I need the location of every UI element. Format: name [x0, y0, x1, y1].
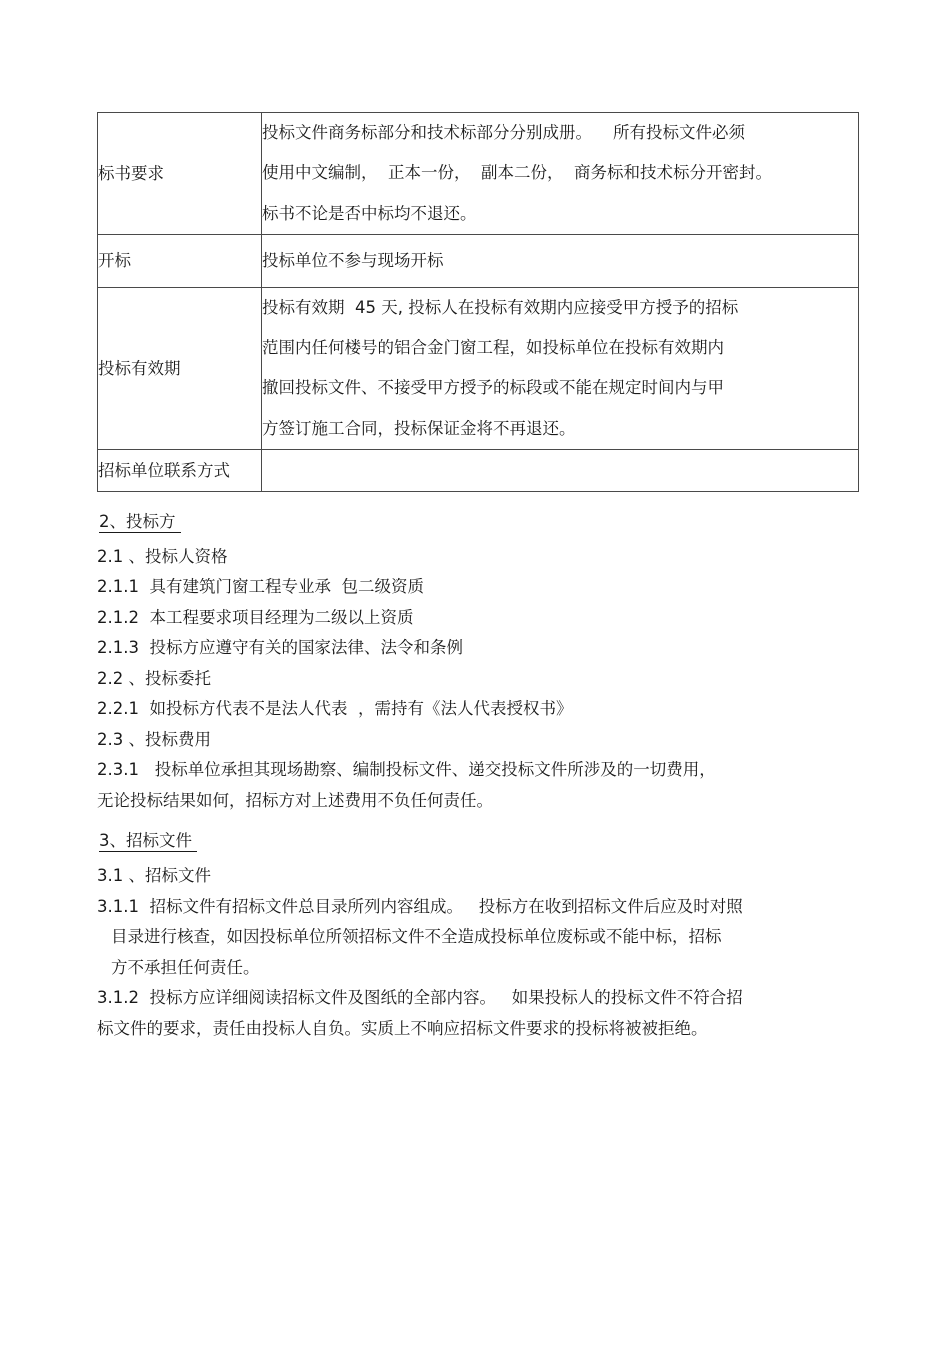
clause-3-1-1-line-3: 方不承担任何责任。 — [111, 957, 260, 977]
table-cell-line: 标书不论是否中标均不退还。 — [262, 203, 477, 223]
clause-2-3-1-line-1: 2.3.1 投标单位承担其现场勘察、编制投标文件、递交投标文件所涉及的一切费用， — [97, 760, 716, 780]
table-cell-label: 标书要求 — [98, 113, 262, 235]
section-3-heading — [97, 827, 859, 851]
section-3-heading-text: 3、招标文件 — [99, 831, 198, 851]
table-cell-value — [262, 287, 859, 450]
table-cell-value — [262, 235, 859, 287]
clause-2-1-2: 2.1.2 本工程要求项目经理为二级以上资质 — [97, 607, 414, 627]
clause-2-3: 2.3 、投标费用 — [97, 729, 211, 749]
table-row — [98, 235, 859, 287]
clause-3-1-2-line-1: 3.1.2 投标方应详细阅读招标文件及图纸的全部内容。 如果投标人的投标文件不符合招 — [97, 988, 743, 1008]
clause-2-2: 2.2 、投标委托 — [97, 668, 211, 688]
table-cell-label: 投标有效期 — [98, 287, 262, 450]
clause-2-1-1: 2.1.1 具有建筑门窗工程专业承 包二级资质 — [97, 577, 424, 597]
clause-3-1-1-line-1: 3.1.1 招标文件有招标文件总目录所列内容组成。 投标方在收到招标文件后应及时对照 — [97, 896, 743, 916]
clause-2-3-1-line-2: 无论投标结果如何，招标方对上述费用不负任何责任。 — [97, 790, 493, 810]
clause-2-2-1: 2.2.1 如投标方代表不是法人代表 ，需持有《法人代表授权书》 — [97, 699, 573, 719]
table-cell-line: 撤回投标文件、不接受甲方授予的标段或不能在规定时间内与甲 — [262, 378, 724, 398]
table-cell-line: 投标有效期 45 天, 投标人在投标有效期内应接受甲方授予的招标 — [262, 297, 739, 317]
section-2-heading — [97, 508, 859, 532]
clause-2-1: 2.1 、投标人资格 — [97, 546, 228, 566]
table-cell-line: 投标单位不参与现场开标 — [262, 251, 444, 271]
table-cell-label: 招标单位联系方式 — [98, 450, 262, 491]
table-row — [98, 450, 859, 491]
section-3 — [97, 827, 859, 1037]
bid-requirements-table — [97, 112, 859, 492]
section-2-heading-text: 2、投标方 — [99, 511, 181, 531]
document-body — [97, 112, 859, 1037]
clause-2-1-3: 2.1.3 投标方应遵守有关的国家法律、法令和条例 — [97, 638, 463, 658]
table-cell-value — [262, 113, 859, 235]
table-cell-line: 方签订施工合同，投标保证金将不再退还。 — [262, 418, 576, 438]
table-cell-line: 使用中文编制， 正本一份， 副本二份， 商务标和技术标分开密封。 — [262, 163, 772, 183]
table-cell-line: 投标文件商务标部分和技术标部分分别成册。 所有投标文件必须 — [262, 123, 745, 142]
clause-3-1: 3.1 、招标文件 — [97, 866, 211, 886]
clause-3-1-1-line-2: 目录进行核查，如因投标单位所领招标文件不全造成投标单位废标或不能中标，招标 — [111, 927, 722, 947]
table-cell-value-empty — [262, 450, 859, 491]
table-row — [98, 287, 859, 450]
table-cell-label: 开标 — [98, 235, 262, 287]
table-cell-line: 范围内任何楼号的铝合金门窗工程，如投标单位在投标有效期内 — [262, 338, 724, 358]
table-row — [98, 113, 859, 235]
clause-3-1-2-line-2: 标文件的要求，责任由投标人自负。实质上不响应招标文件要求的投标将被被拒绝。 — [97, 1018, 708, 1038]
section-2 — [97, 508, 859, 810]
